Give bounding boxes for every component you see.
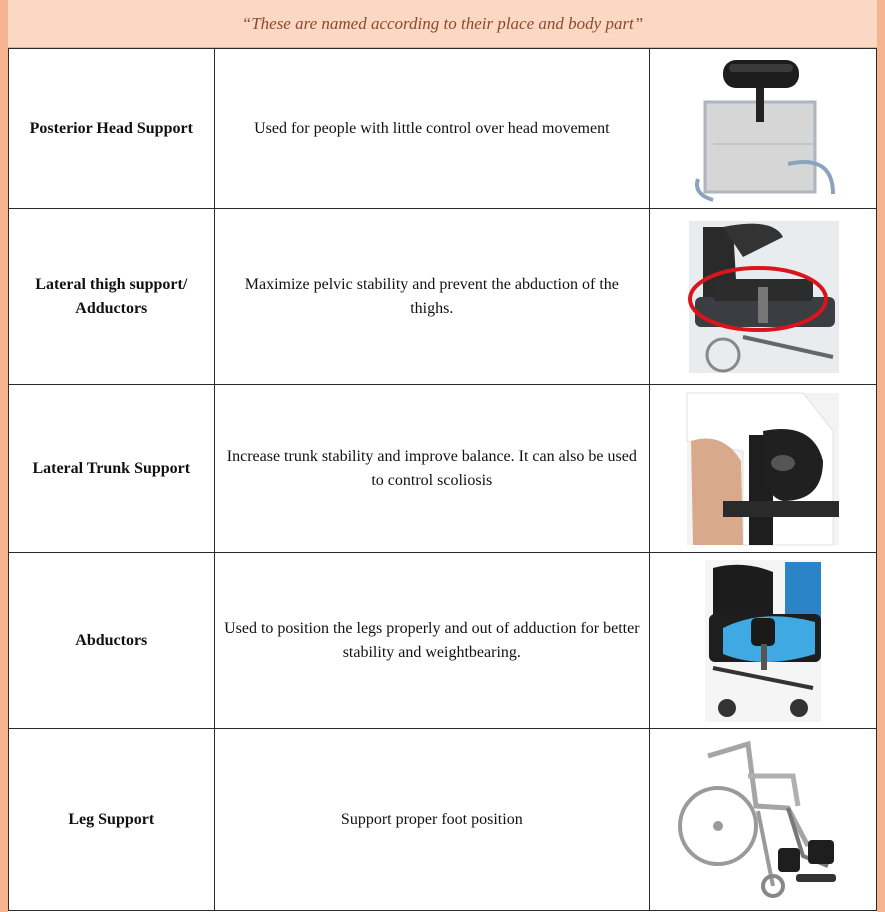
leg-support-photo — [650, 729, 877, 911]
support-name: Leg Support — [9, 729, 215, 911]
support-description: Increase trunk stability and improve balance. It can also be used to control scoliosis — [214, 385, 650, 553]
table-row — [9, 553, 877, 729]
head-support-icon — [683, 54, 843, 204]
table-row — [9, 385, 877, 553]
caption-text: “These are named according to their place and body part” — [241, 13, 644, 33]
support-name: Abductors — [9, 553, 215, 729]
head-support-photo — [650, 49, 877, 209]
abductor-icon — [703, 558, 823, 724]
support-table — [8, 48, 877, 911]
thigh-support-icon — [683, 217, 843, 377]
support-description: Used for people with little control over head movement — [214, 49, 650, 209]
leg-support-icon — [678, 736, 848, 904]
table-caption — [8, 0, 877, 49]
trunk-support-icon — [683, 391, 843, 547]
thigh-support-photo — [650, 209, 877, 385]
table-row — [9, 729, 877, 911]
support-name: Lateral thigh support/ Adductors — [9, 209, 215, 385]
support-description: Support proper foot position — [214, 729, 650, 911]
support-name: Posterior Head Support — [9, 49, 215, 209]
trunk-support-photo — [650, 385, 877, 553]
support-name: Lateral Trunk Support — [9, 385, 215, 553]
table-row — [9, 49, 877, 209]
table-row — [9, 209, 877, 385]
support-description: Maximize pelvic stability and prevent the abduction of the thighs. — [214, 209, 650, 385]
support-description: Used to position the legs properly and out of adduction for better stability and weightbearing. — [214, 553, 650, 729]
abductor-photo — [650, 553, 877, 729]
